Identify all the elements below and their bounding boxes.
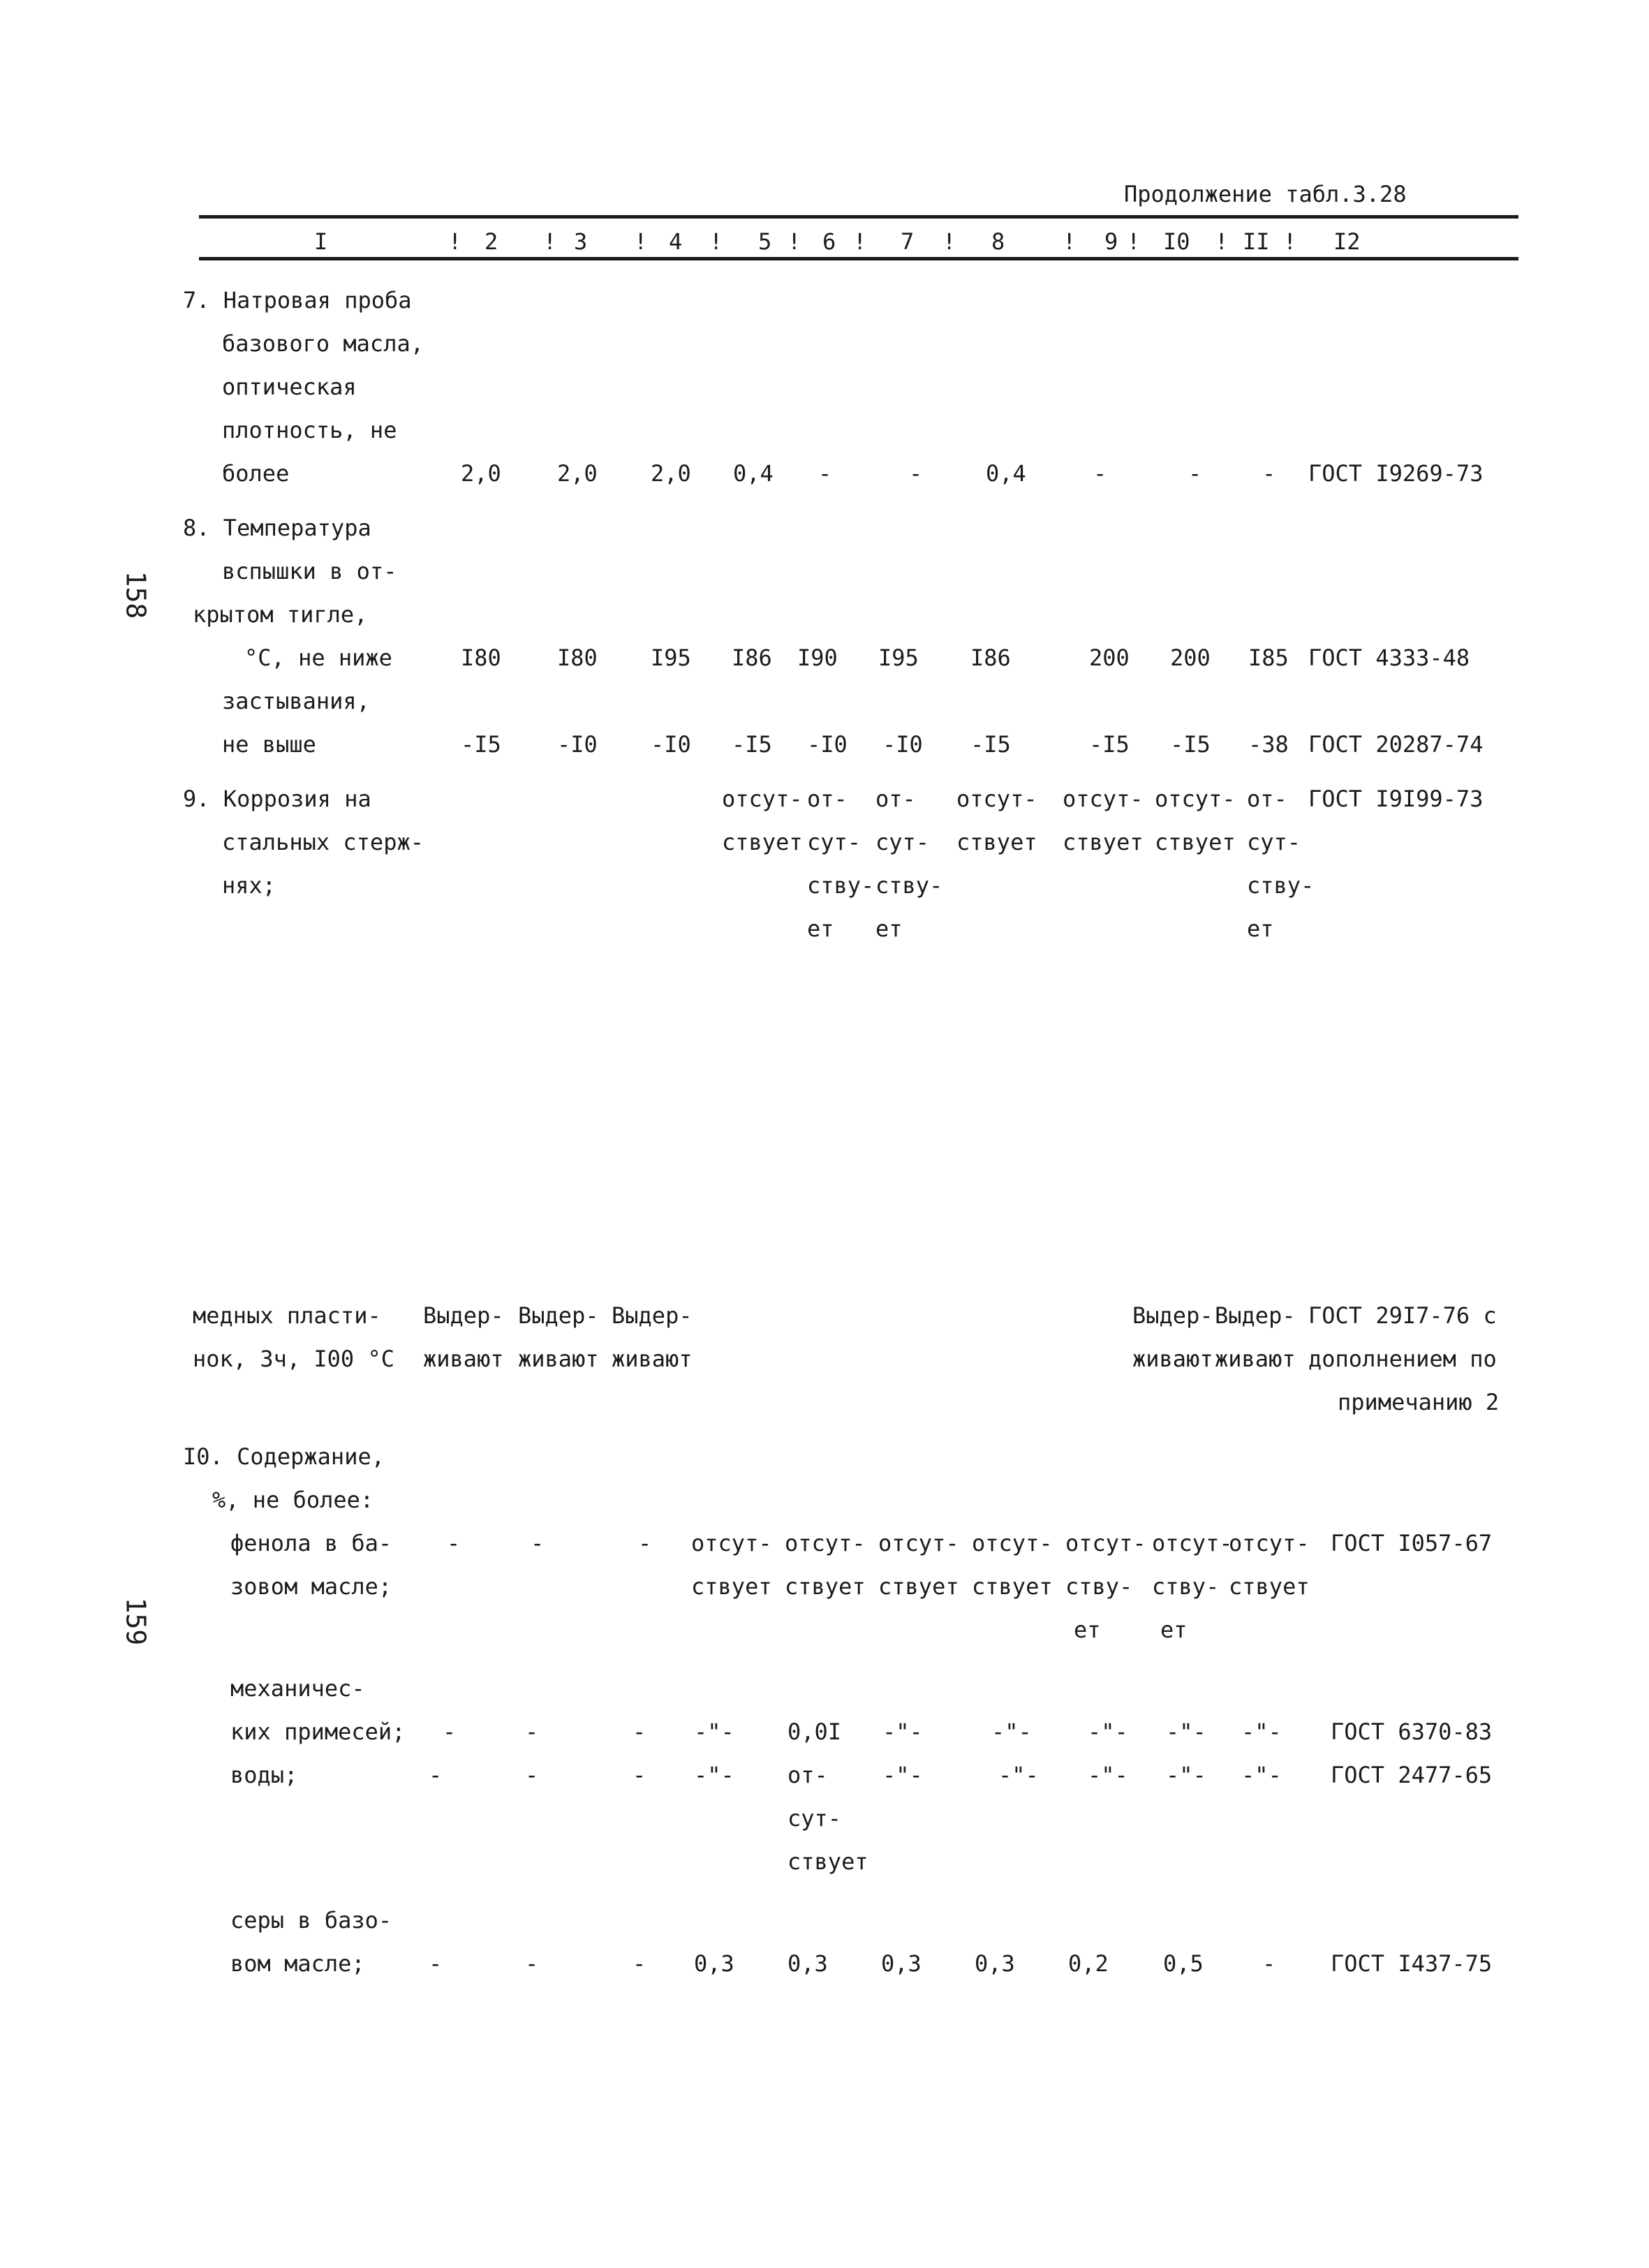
cell-value-line: ству- xyxy=(1152,1573,1220,1600)
row-label-line: механичес- xyxy=(230,1675,365,1702)
column-header: 4 xyxy=(669,228,683,255)
row-label-line: 8. Температура xyxy=(183,515,371,541)
cell-value-line: сут- xyxy=(1247,829,1301,855)
cell-value: -"- xyxy=(1166,1762,1206,1788)
column-header: 5 xyxy=(758,228,772,255)
cell-value-line: ет xyxy=(875,915,903,942)
header-bottom-rule xyxy=(199,257,1518,260)
cell-value: -"- xyxy=(1088,1718,1128,1745)
row-label-line: зовом масле; xyxy=(230,1573,392,1600)
cell-value-line: ет xyxy=(1247,915,1274,942)
cell-value: - xyxy=(447,1530,461,1556)
cell-value-line: от- xyxy=(875,786,916,812)
cell-value: -I5 xyxy=(1170,731,1211,758)
row-label-line: застывания, xyxy=(222,688,370,714)
cell-value: -I5 xyxy=(1089,731,1130,758)
cell-value-line: ствует xyxy=(722,829,803,855)
column-header: 6 xyxy=(822,228,836,255)
cell-value-line: живают xyxy=(612,1346,693,1372)
row-label-line: нок, 3ч, I00 °С xyxy=(193,1346,394,1372)
cell-standard-line: примечанию 2 xyxy=(1338,1389,1500,1415)
column-header: 3 xyxy=(574,228,588,255)
row-label-line: медных пласти- xyxy=(193,1302,381,1329)
cell-value: -"- xyxy=(882,1762,923,1788)
cell-value-line: ствует xyxy=(785,1573,866,1600)
row-label-line: воды; xyxy=(230,1762,298,1788)
cell-value-line: Выдер- xyxy=(1215,1302,1296,1329)
cell-value: -"- xyxy=(1241,1718,1282,1745)
cell-value: -"- xyxy=(882,1718,923,1745)
cell-value: - xyxy=(633,1762,646,1788)
cell-value: - xyxy=(1262,1950,1276,1977)
column-header: 8 xyxy=(991,228,1005,255)
row-label-line: вом масле; xyxy=(230,1950,365,1977)
row-label-line: %, не более: xyxy=(212,1487,374,1513)
cell-value-line: ствует xyxy=(1155,829,1236,855)
row-label-line: нях; xyxy=(222,872,276,899)
cell-value: -I0 xyxy=(807,731,848,758)
cell-value-line: ет xyxy=(1074,1617,1101,1643)
cell-value: -I5 xyxy=(461,731,501,758)
cell-value: - xyxy=(429,1950,443,1977)
cell-value: - xyxy=(638,1530,652,1556)
cell-value: - xyxy=(443,1718,457,1745)
cell-value-line: ствует xyxy=(956,829,1037,855)
row-label-line: не выше xyxy=(222,731,316,758)
column-header: I0 xyxy=(1163,228,1190,255)
cell-standard: ГОСТ I437-75 xyxy=(1331,1950,1493,1977)
cell-value: - xyxy=(525,1950,539,1977)
cell-value: 200 xyxy=(1170,645,1211,671)
cell-value-line: ствует xyxy=(1063,829,1144,855)
cell-value-line: ствует xyxy=(1229,1573,1310,1600)
cell-value-line: Выдер- xyxy=(518,1302,599,1329)
cell-value-line: отсут- xyxy=(785,1530,866,1556)
cell-value: -I0 xyxy=(651,731,691,758)
table-caption: Продолжение табл.3.28 xyxy=(1124,181,1407,207)
header-separators: ! ! ! ! ! ! ! ! ! ! ! xyxy=(448,228,1297,255)
column-header: I2 xyxy=(1333,228,1361,255)
row-label-line: крытом тигле, xyxy=(193,601,368,628)
column-header: 9 xyxy=(1104,228,1118,255)
row-label-line: 7. Натровая проба xyxy=(183,287,412,314)
cell-value-line: ствует xyxy=(972,1573,1053,1600)
cell-standard: ГОСТ 4333-48 xyxy=(1308,645,1470,671)
cell-value: I86 xyxy=(970,645,1011,671)
cell-value-line: отсут- xyxy=(956,786,1037,812)
cell-value-line: отсут- xyxy=(1152,1530,1233,1556)
cell-value: -I5 xyxy=(970,731,1011,758)
header-top-rule xyxy=(199,215,1518,219)
cell-value: 2,0 xyxy=(461,460,501,487)
row-label-line: стальных стерж- xyxy=(222,829,424,855)
cell-value-line: сут- xyxy=(807,829,862,855)
cell-value-line: ству- xyxy=(1065,1573,1133,1600)
cell-value-line: Выдер- xyxy=(612,1302,693,1329)
cell-value: -"- xyxy=(998,1762,1039,1788)
column-header: I xyxy=(314,228,328,255)
row-label-line: °С, не ниже xyxy=(244,645,392,671)
cell-value-line: ствует xyxy=(691,1573,772,1600)
cell-value-line: ству- xyxy=(875,872,943,899)
cell-value: - xyxy=(633,1950,646,1977)
row-label-line: 9. Коррозия на xyxy=(183,786,371,812)
cell-value: I95 xyxy=(651,645,691,671)
row-label-line: вспышки в от- xyxy=(222,558,397,584)
cell-value: -I0 xyxy=(557,731,598,758)
cell-value: 200 xyxy=(1089,645,1130,671)
cell-value: I85 xyxy=(1248,645,1289,671)
cell-value: -"- xyxy=(694,1718,734,1745)
cell-value: -I5 xyxy=(732,731,772,758)
cell-value-line: ет xyxy=(1160,1617,1188,1643)
cell-standard-line: ГОСТ 29I7-76 с xyxy=(1308,1302,1497,1329)
cell-value-line: сут- xyxy=(787,1805,842,1832)
cell-value-line: живают xyxy=(518,1346,599,1372)
cell-value-line: ет xyxy=(807,915,834,942)
cell-value: -"- xyxy=(1241,1762,1282,1788)
cell-value-line: Выдер- xyxy=(1132,1302,1213,1329)
cell-value-line: отсут- xyxy=(1063,786,1144,812)
cell-standard: ГОСТ 2477-65 xyxy=(1331,1762,1493,1788)
cell-value: - xyxy=(633,1718,646,1745)
cell-value: - xyxy=(429,1762,443,1788)
cell-value-line: от- xyxy=(787,1762,828,1788)
cell-value-line: отсут- xyxy=(722,786,803,812)
cell-value: - xyxy=(525,1718,539,1745)
cell-value-line: отсут- xyxy=(972,1530,1053,1556)
cell-value: I90 xyxy=(797,645,838,671)
cell-value-line: от- xyxy=(807,786,848,812)
cell-value: 0,3 xyxy=(881,1950,922,1977)
cell-value-line: ствует xyxy=(787,1848,868,1875)
row-label-line: фенола в ба- xyxy=(230,1530,392,1556)
cell-value: I80 xyxy=(557,645,598,671)
cell-value: 2,0 xyxy=(651,460,691,487)
cell-value-line: сут- xyxy=(875,829,930,855)
cell-value: -"- xyxy=(991,1718,1032,1745)
cell-value: 0,3 xyxy=(694,1950,734,1977)
column-header: 7 xyxy=(901,228,915,255)
cell-standard-line: дополнением по xyxy=(1308,1346,1497,1372)
row-label-line: плотность, не xyxy=(222,417,397,443)
cell-value: 0,0I xyxy=(787,1718,842,1745)
cell-value: -"- xyxy=(1166,1718,1206,1745)
cell-value: I86 xyxy=(732,645,772,671)
cell-value-line: ству- xyxy=(1247,872,1315,899)
cell-value: -38 xyxy=(1248,731,1289,758)
cell-value: - xyxy=(818,460,832,487)
cell-value-line: ствует xyxy=(878,1573,959,1600)
cell-value: 0,3 xyxy=(975,1950,1015,1977)
cell-value: 0,3 xyxy=(787,1950,828,1977)
row-label-line: базового масла, xyxy=(222,330,424,357)
cell-value: - xyxy=(1093,460,1107,487)
cell-value: - xyxy=(1188,460,1202,487)
cell-value: 2,0 xyxy=(557,460,598,487)
cell-value: 0,2 xyxy=(1068,1950,1109,1977)
cell-value: - xyxy=(909,460,923,487)
row-label-line: серы в базо- xyxy=(230,1907,392,1934)
cell-value-line: отсут- xyxy=(1065,1530,1146,1556)
cell-value: 0,4 xyxy=(986,460,1026,487)
row-label-line: I0. Содержание, xyxy=(183,1443,385,1470)
cell-standard: ГОСТ I9I99-73 xyxy=(1308,786,1484,812)
cell-value: -"- xyxy=(1088,1762,1128,1788)
row-label-line: оптическая xyxy=(222,374,357,400)
cell-value-line: от- xyxy=(1247,786,1287,812)
cell-value-line: живают xyxy=(1132,1346,1213,1372)
cell-value-line: живают xyxy=(423,1346,504,1372)
column-header: II xyxy=(1243,228,1270,255)
cell-value: I80 xyxy=(461,645,501,671)
cell-standard: ГОСТ 6370-83 xyxy=(1331,1718,1493,1745)
cell-value-line: живают xyxy=(1215,1346,1296,1372)
cell-standard: ГОСТ I9269-73 xyxy=(1308,460,1484,487)
cell-standard: ГОСТ I057-67 xyxy=(1331,1530,1493,1556)
page-number: 159 xyxy=(120,1597,151,1646)
cell-value: - xyxy=(531,1530,545,1556)
cell-value-line: отсут- xyxy=(878,1530,959,1556)
cell-value: I95 xyxy=(878,645,919,671)
column-header: 2 xyxy=(485,228,498,255)
cell-value-line: отсут- xyxy=(1155,786,1236,812)
cell-value: - xyxy=(1262,460,1276,487)
cell-value-line: отсут- xyxy=(691,1530,772,1556)
row-label-line: более xyxy=(222,460,290,487)
cell-value: 0,5 xyxy=(1163,1950,1204,1977)
cell-value: -I0 xyxy=(882,731,923,758)
row-label-line: ких примесей; xyxy=(230,1718,406,1745)
cell-value-line: отсут- xyxy=(1229,1530,1310,1556)
cell-value: - xyxy=(525,1762,539,1788)
cell-value: -"- xyxy=(694,1762,734,1788)
page-number: 158 xyxy=(120,570,151,619)
cell-standard: ГОСТ 20287-74 xyxy=(1308,731,1484,758)
cell-value-line: Выдер- xyxy=(423,1302,504,1329)
cell-value-line: ству- xyxy=(807,872,875,899)
cell-value: 0,4 xyxy=(733,460,774,487)
